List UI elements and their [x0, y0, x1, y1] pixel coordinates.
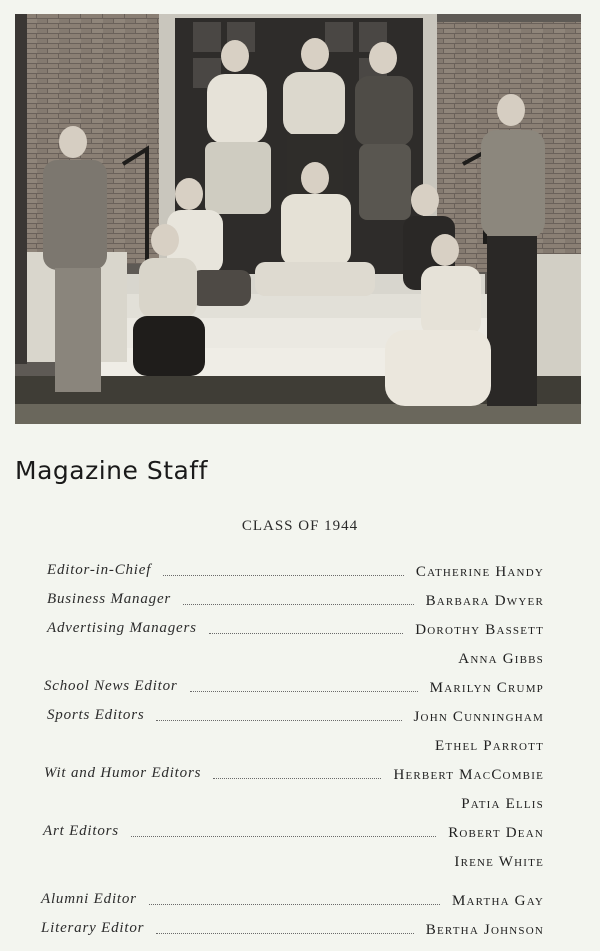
staff-role-label: Alumni Editor	[41, 891, 137, 907]
dot-leader	[163, 575, 404, 576]
staff-group-photo	[15, 14, 581, 424]
staff-member-name: Anna Gibbs	[458, 651, 544, 667]
class-year-label: CLASS OF 1944	[241, 518, 359, 534]
staff-member-name: Herbert MacCombie	[393, 767, 544, 783]
staff-role-label: Art Editors	[43, 823, 119, 839]
staff-member-name: Ethel Parrott	[435, 738, 544, 754]
staff-role-label: Wit and Humor Editors	[44, 765, 202, 781]
staff-row	[0, 591, 600, 613]
staff-row	[0, 794, 600, 816]
staff-role-label: Advertising Managers	[47, 620, 197, 636]
staff-role-label: Business Manager	[47, 591, 172, 607]
staff-member-name: Robert Dean	[448, 825, 544, 841]
staff-row	[0, 823, 600, 845]
staff-member-name: Barbara Dwyer	[425, 593, 544, 609]
staff-role-label: Editor-in-Chief	[47, 562, 152, 578]
staff-row	[0, 920, 600, 942]
staff-member-name: Martha Gay	[451, 893, 544, 909]
staff-role-label: Sports Editors	[47, 707, 145, 723]
staff-row	[0, 852, 600, 874]
staff-role-label: School News Editor	[44, 678, 178, 694]
dot-leader	[190, 691, 418, 692]
section-heading: Magazine Staff	[15, 456, 208, 485]
staff-row	[0, 678, 600, 700]
staff-member-name: Marilyn Crump	[429, 680, 544, 696]
dot-leader	[156, 720, 402, 721]
dot-leader	[183, 604, 414, 605]
staff-member-name: Catherine Handy	[415, 564, 544, 580]
dot-leader	[209, 633, 403, 634]
dot-leader	[149, 904, 440, 905]
staff-member-name: Irene White	[454, 854, 544, 870]
staff-member-name: John Cunningham	[413, 709, 544, 725]
dot-leader	[156, 933, 414, 934]
staff-row	[0, 736, 600, 758]
staff-row	[0, 620, 600, 642]
staff-row	[0, 562, 600, 584]
staff-role-label: Literary Editor	[41, 920, 145, 936]
dot-leader	[213, 778, 381, 779]
staff-photo-illustration	[15, 14, 581, 424]
staff-row	[0, 765, 600, 787]
staff-member-name: Dorothy Bassett	[415, 622, 544, 638]
staff-member-name: Patia Ellis	[461, 796, 544, 812]
staff-row	[0, 707, 600, 729]
staff-row	[0, 891, 600, 913]
staff-member-name: Bertha Johnson	[425, 922, 544, 938]
dot-leader	[131, 836, 436, 837]
staff-row	[0, 649, 600, 671]
